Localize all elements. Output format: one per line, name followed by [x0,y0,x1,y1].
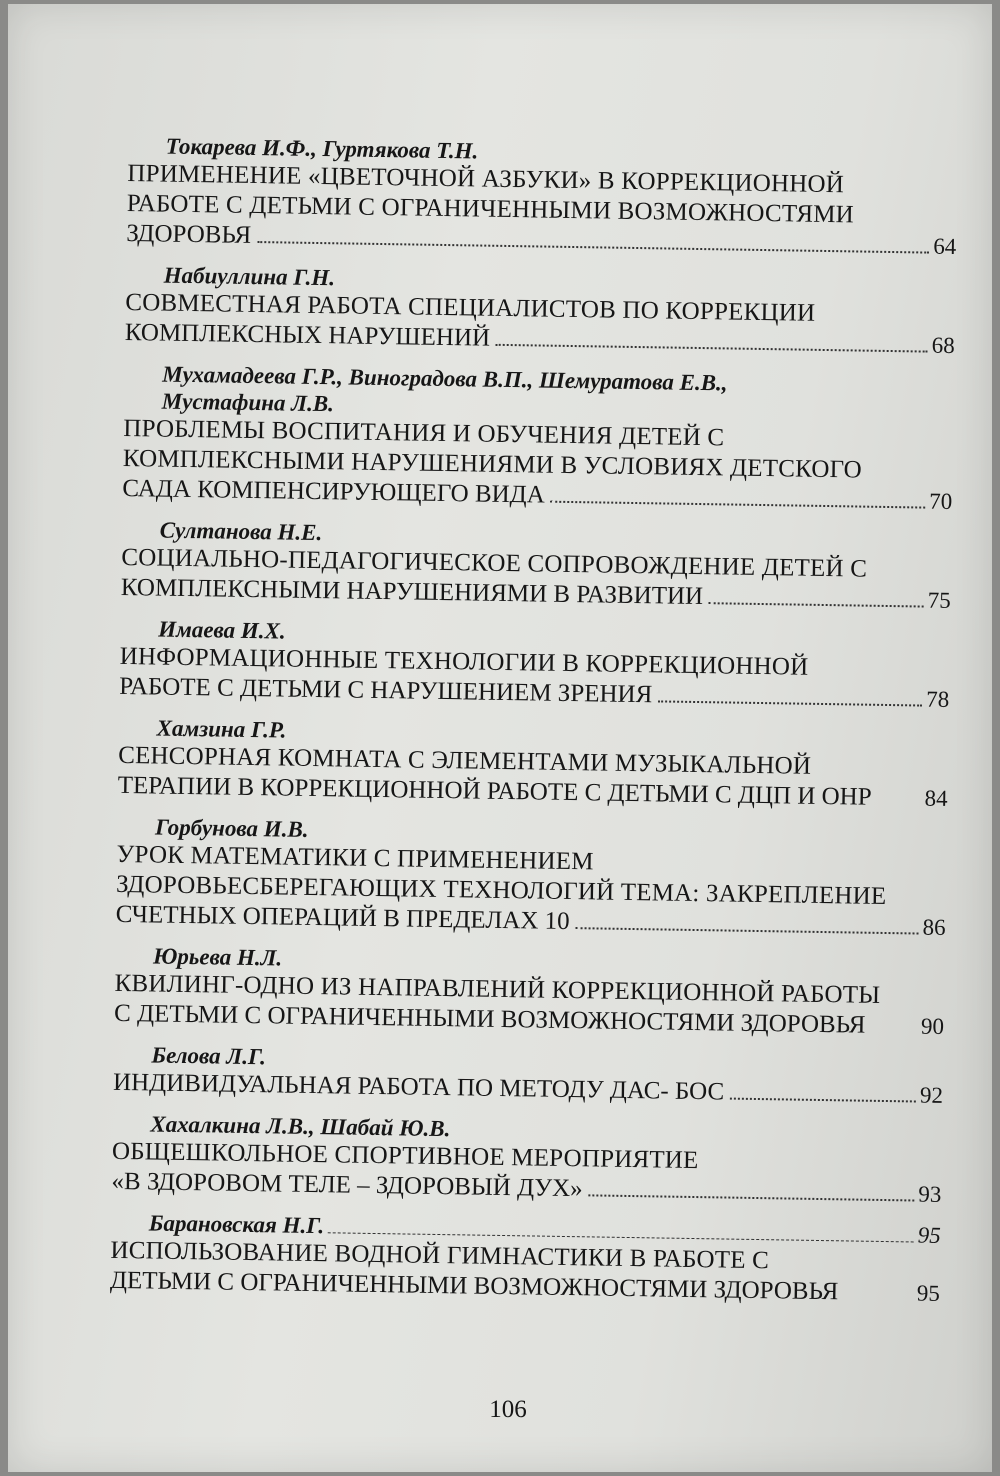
toc-title-line: КВИЛИНГ-ОДНО ИЗ НАПРАВЛЕНИЙ КОРРЕКЦИОННОЙ РАБОТЫ [114,969,881,1009]
toc-title-line: УРОК МАТЕМАТИКИ С ПРИМЕНЕНИЕМ [116,840,594,876]
dot-leader [257,240,929,254]
toc-entry [126,132,958,262]
toc-title-line: ТЕРАПИИ В КОРРЕКЦИОННОЙ РАБОТЕ С ДЕТЬМИ С ДЦП И ОНР [117,771,872,811]
toc-entry [117,714,948,814]
toc-title-line: ИНДИВИДУАЛЬНАЯ РАБОТА ПО МЕТОДУ ДАС- БОС [112,1068,725,1106]
toc-authors: Барановская Н.Г. [148,1210,325,1239]
toc-authors-continued: Мустафина Л.В. [161,388,335,417]
toc-title-line: КОМПЛЕКСНЫМИ НАРУШЕНИЯМИ В УСЛОВИЯХ ДЕТСКОГО [122,444,863,484]
toc-page-number: 90 [920,1013,945,1039]
toc-authors: Мухамадеева Г.Р., Виноградова В.П., Шемуратова Е.В., [162,361,728,396]
toc-page-number: 75 [927,587,951,613]
toc-authors: Токарева И.Ф., Гуртякова Т.Н. [165,133,479,164]
toc-title-line: КОМПЛЕКСНЫХ НАРУШЕНИЙ [124,318,491,352]
toc-page-number: 64 [933,233,957,260]
toc-title-line: ИСПОЛЬЗОВАНИЕ ВОДНОЙ ГИМНАСТИКИ В РАБОТЕ С [110,1236,770,1275]
table-of-contents [110,132,958,1321]
toc-entry [121,516,952,616]
toc-authors: Юрьева Н.Л. [152,943,283,971]
toc-page-number: 86 [922,914,946,940]
toc-title-line: С ДЕТЬМИ С ОГРАНИЧЕННЫМИ ВОЗМОЖНОСТЯМИ ЗДОРОВЬЯ [113,999,866,1039]
dot-leader [576,926,919,934]
toc-page-number: 68 [931,332,955,359]
toc-title-line: ЗДОРОВЬЕСБЕРЕГАЮЩИХ ТЕХНОЛОГИЙ ТЕМА: ЗАКРЕПЛЕНИЕ [115,870,887,911]
toc-page-number: 95 [916,1280,941,1306]
toc-entry [122,360,954,517]
dot-leader [730,1097,916,1103]
toc-page-number: 84 [924,785,948,811]
toc-authors: Султанова Н.Е. [159,517,323,546]
toc-title-line: ДЕТЬМИ С ОГРАНИЧЕННЫМИ ВОЗМОЖНОСТЯМИ ЗДОРОВЬЯ [109,1266,839,1306]
toc-title-line: КОМПЛЕКСНЫМИ НАРУШЕНИЯМИ В РАЗВИТИИ [120,573,704,611]
toc-title-line: САДА КОМПЕНСИРУЮЩЕГО ВИДА [122,474,545,509]
toc-title-line: СОВМЕСТНАЯ РАБОТА СПЕЦИАЛИСТОВ ПО КОРРЕКЦИИ [125,288,816,327]
toc-entry [125,261,956,361]
toc-authors: Имаева И.Х. [158,616,286,644]
toc-entry [115,813,947,943]
toc-title-line: ПРИМЕНЕНИЕ «ЦВЕТОЧНОЙ АЗБУКИ» В КОРРЕКЦИОННОЙ [127,159,845,199]
book-page [8,4,992,1472]
toc-entry [113,1041,944,1111]
toc-authors: Белова Л.Г. [151,1042,267,1070]
dot-leader [496,343,928,353]
toc-title-line: СОЦИАЛЬНО-ПЕДАГОГИЧЕСКОЕ СОПРОВОЖДЕНИЕ ДЕТЕЙ С [121,543,868,583]
toc-entry [110,1209,941,1309]
dot-leader [551,500,926,509]
toc-page-number: 78 [925,686,950,712]
toc-author-page: 95 [917,1222,941,1248]
toc-title-line: СЕНСОРНАЯ КОМНАТА С ЭЛЕМЕНТАМИ МУЗЫКАЛЬНОЙ [117,741,812,780]
spacer [838,1299,917,1300]
toc-authors: Набиуллина Г.Н. [163,262,336,291]
toc-title-line: РАБОТЕ С ДЕТЬМИ С ОГРАНИЧЕННЫМИ ВОЗМОЖНОСТЯМИ [126,189,855,229]
toc-entry [111,1110,942,1210]
spacer [865,1033,921,1034]
toc-title-line: РАБОТЕ С ДЕТЬМИ С НАРУШЕНИЕМ ЗРЕНИЯ [119,672,653,709]
toc-authors: Хахалкина Л.В., Шабай Ю.В. [150,1111,451,1142]
toc-title-line: ПРОБЛЕМЫ ВОСПИТАНИЯ И ОБУЧЕНИЯ ДЕТЕЙ С [123,414,725,452]
toc-entry [114,942,945,1042]
dot-leader [709,601,924,607]
page-number: 106 [489,1396,527,1423]
toc-title-line: СЧЕТНЫХ ОПЕРАЦИЙ В ПРЕДЕЛАХ 10 [115,900,570,936]
toc-page-number: 70 [929,488,953,514]
toc-title-line: ОБЩЕШКОЛЬНОЕ СПОРТИВНОЕ МЕРОПРИЯТИЕ [111,1137,699,1175]
toc-page-number: 92 [919,1082,944,1108]
toc-entry [119,615,950,715]
dot-leader [589,1193,915,1201]
toc-title-line: «В ЗДОРОВОМ ТЕЛЕ – ЗДОРОВЫЙ ДУХ» [111,1167,583,1203]
toc-title-line: ИНФОРМАЦИОННЫЕ ТЕХНОЛОГИИ В КОРРЕКЦИОННОЙ [119,642,809,681]
spacer [872,805,925,806]
toc-title-line: ЗДОРОВЬЯ [126,219,252,249]
dot-leader [658,699,922,706]
toc-page-number: 93 [918,1181,942,1207]
toc-authors: Горбунова И.В. [154,814,309,842]
toc-authors: Хамзина Г.Р. [156,715,287,743]
